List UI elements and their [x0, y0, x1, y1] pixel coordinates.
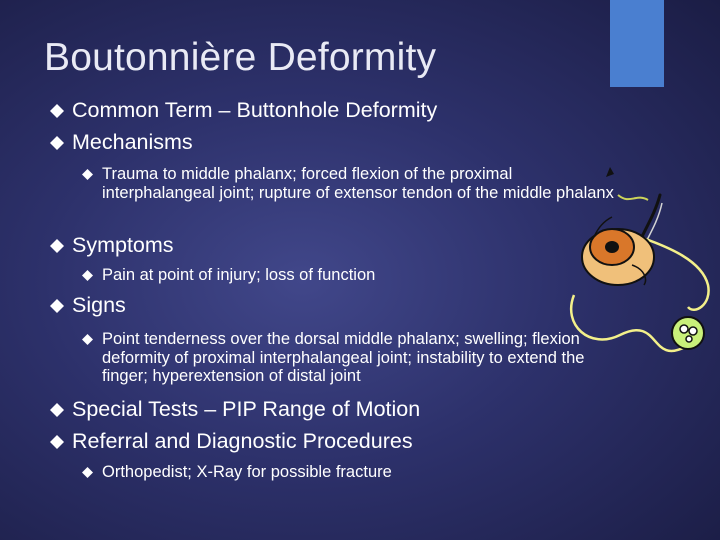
bullet-text: Signs [72, 293, 126, 317]
bullet-text: Special Tests – PIP Range of Motion [72, 397, 421, 421]
diamond-bullet-icon [82, 266, 102, 281]
bullet-text: Symptoms [72, 233, 174, 257]
diamond-bullet-icon [82, 330, 102, 345]
sub-bullet-text: Trauma to middle phalanx; forced flexion of the proximal interphalangeal joint; rupture of extensor tendon of the middle phalanx [102, 165, 614, 202]
slide-title: Boutonnière Deformity [44, 36, 437, 79]
diamond-bullet-icon [50, 396, 72, 417]
diamond-bullet-icon [82, 463, 102, 478]
bullet-text: Mechanisms [72, 130, 193, 154]
bullet-common-term [50, 97, 610, 123]
diamond-bullet-icon [50, 292, 72, 313]
sub-bullet-text: Orthopedist; X-Ray for possible fracture [102, 463, 392, 481]
bullet-signs [50, 292, 610, 318]
sub-bullet-text: Point tenderness over the dorsal middle phalanx; swelling; flexion deformity of proximal interphalangeal joint; instability to extend the finger; hyperextension of distal joint [102, 330, 585, 385]
sub-bullet-text: Pain at point of injury; loss of function [102, 266, 376, 284]
accent-bar [610, 0, 664, 87]
diamond-bullet-icon [82, 165, 102, 180]
thread-spool-needle-icon [560, 165, 720, 365]
sub-bullet-symptoms-detail [82, 266, 617, 285]
diamond-bullet-icon [50, 428, 72, 449]
sub-bullet-signs-detail [82, 330, 627, 386]
bullet-special-tests [50, 396, 610, 422]
bullet-text: Common Term – Buttonhole Deformity [72, 98, 438, 122]
sub-bullet-mechanisms-detail [82, 165, 617, 202]
bullet-text: Referral and Diagnostic Procedures [72, 429, 413, 453]
diamond-bullet-icon [50, 129, 72, 150]
diamond-bullet-icon [50, 97, 72, 118]
bullet-symptoms [50, 232, 610, 258]
bullet-referral [50, 428, 610, 454]
bullet-mechanisms [50, 129, 610, 155]
diamond-bullet-icon [50, 232, 72, 253]
sub-bullet-referral-detail [82, 463, 617, 482]
